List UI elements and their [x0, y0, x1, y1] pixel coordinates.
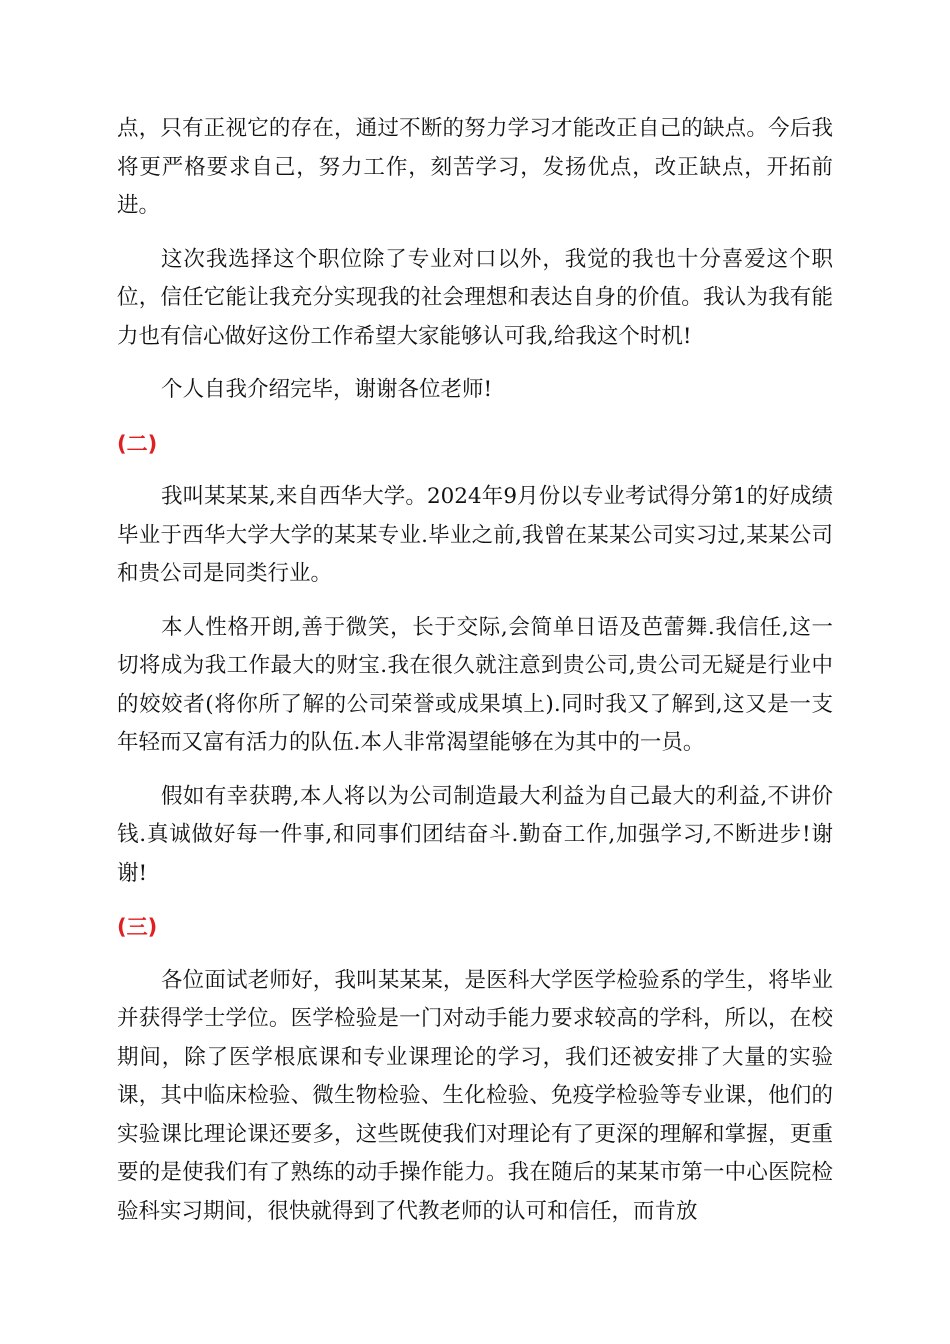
- paragraph: 这次我选择这个职位除了专业对口以外，我觉的我也十分喜爱这个职位，信任它能让我充分实现我的社会理想和表达自身的价值。我认为我有能力也有信心做好这份工作希望大家能够认可我,给我这个时机!: [117, 246, 833, 349]
- paragraph: 各位面试老师好，我叫某某某，是医科大学医学检验系的学生，将毕业并获得学士学位。医学检验是一门对动手能力要求较高的学科，所以，在校期间，除了医学根底课和专业课理论的学习，我们还被安排了大量的实验课，其中临床检验、微生物检验、生化检验、免疫学检验等专业课，他们的实验课比理论课还要多，这些既使我们对理论有了更深的理解和掌握，更重要的是使我们有了熟练的动手操作能力。我在随后的某某市第一中心医院检验科实习期间，很快就得到了代教老师的认可和信任，而肯放: [117, 967, 833, 1224]
- paragraph: 本人性格开朗,善于微笑，长于交际,会简单日语及芭蕾舞.我信任,这一切将成为我工作最大的财宝.我在很久就注意到贵公司,贵公司无疑是行业中的姣姣者(将你所了解的公司荣誉或成果填上).同时我又了解到,这又是一支年轻而又富有活力的队伍.本人非常渴望能够在为其中的一员。: [117, 614, 833, 755]
- document-page: [117, 110, 833, 1246]
- section-heading: (三): [117, 915, 158, 939]
- paragraph: 我叫某某某,来自西华大学。2024年9月份以专业考试得分第1的好成绩毕业于西华大学大学的某某专业.毕业之前,我曾在某某公司实习过,某某公司和贵公司是同类行业。: [117, 484, 833, 586]
- paragraph: 个人自我介绍完毕，谢谢各位老师!: [161, 377, 493, 402]
- paragraph: 点，只有正视它的存在，通过不断的努力学习才能改正自己的缺点。今后我将更严格要求自己，努力工作，刻苦学习，发扬优点，改正缺点，开拓前进。: [117, 116, 833, 218]
- section-heading: (二): [117, 431, 158, 456]
- paragraph: 假如有幸获聘,本人将以为公司制造最大利益为自己最大的利益,不讲价钱.真诚做好每一件事,和同事们团结奋斗.勤奋工作,加强学习,不断进步!谢谢!: [117, 783, 833, 886]
